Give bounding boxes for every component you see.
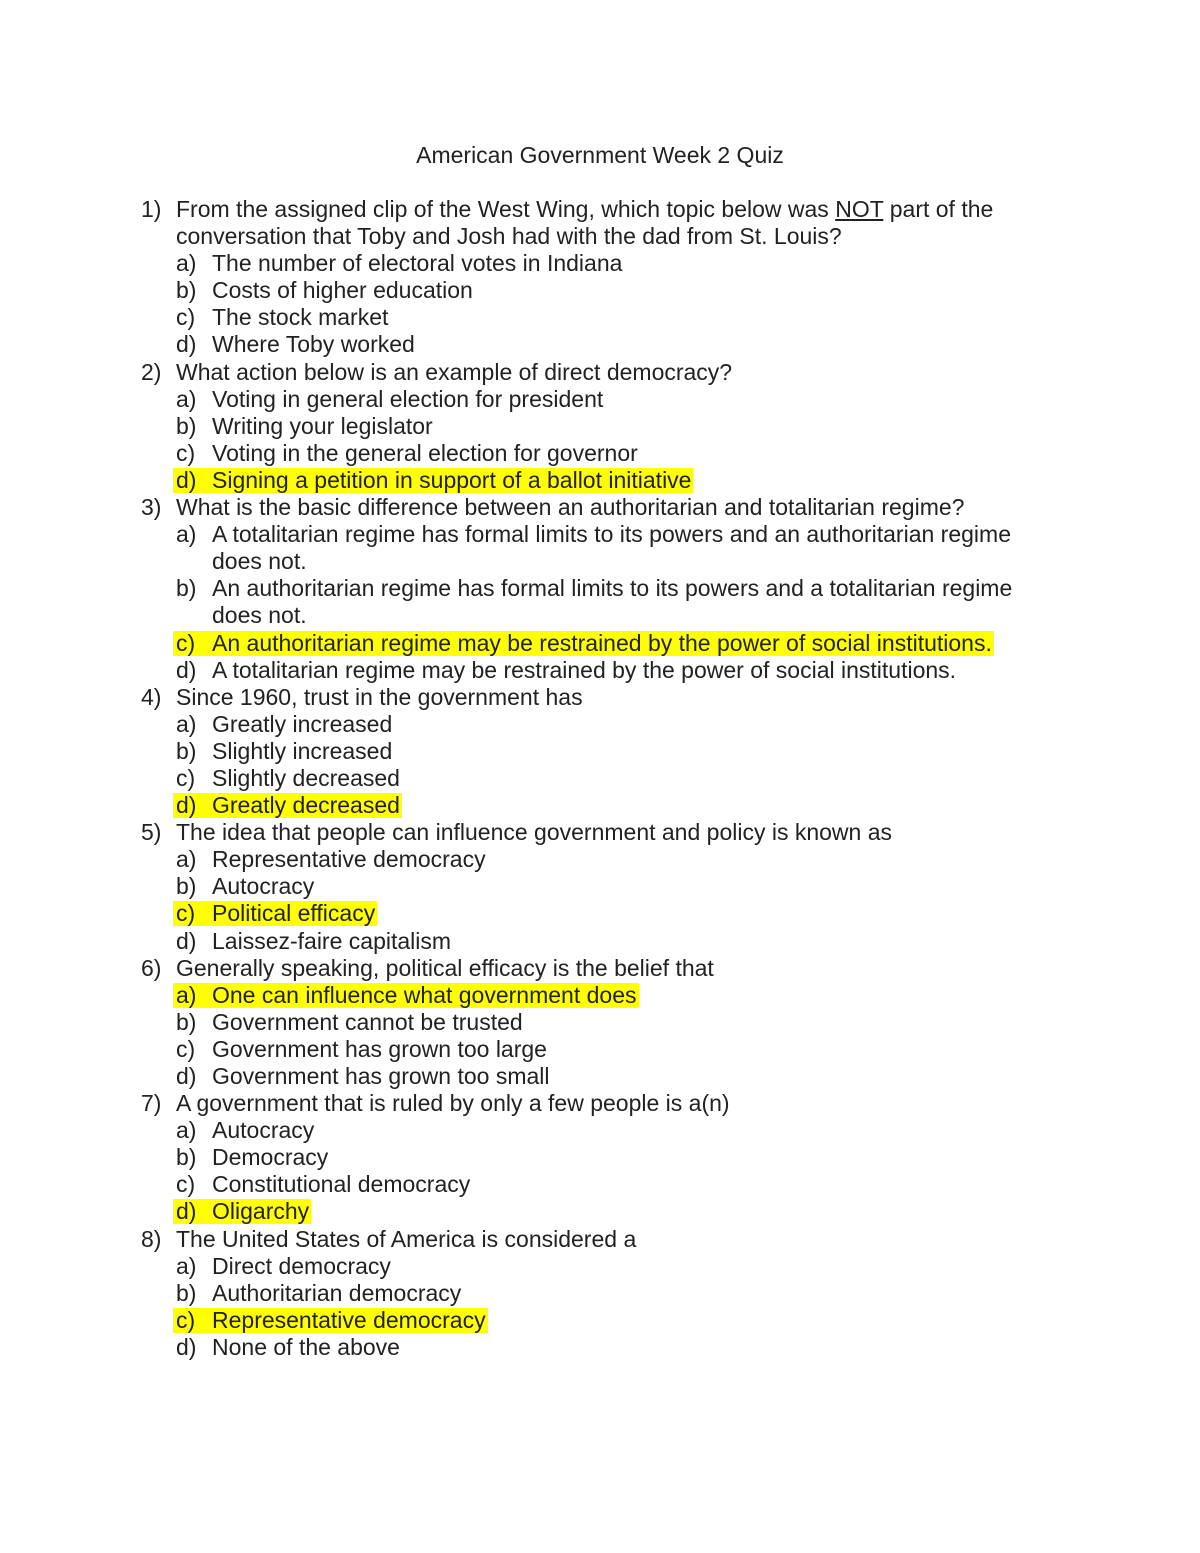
question-number: 7) [141, 1090, 162, 1117]
option-6a: a) One can influence what government does [0, 982, 1200, 1009]
question-text: From the assigned clip of the West Wing, which topic below was NOT part of the [176, 196, 994, 222]
option-7b: b) Democracy [176, 1144, 329, 1171]
question-6 [0, 955, 1200, 982]
question-text: The United States of America is considered a [176, 1225, 637, 1252]
question-text: The idea that people can influence government and policy is known as [176, 819, 893, 846]
option-7a: a) Autocracy [176, 1117, 315, 1144]
question-2 [0, 359, 1200, 386]
option-8a: a) Direct democracy [176, 1252, 391, 1279]
question-text: Since 1960, trust in the government has [176, 683, 583, 710]
question-8 [0, 1226, 1200, 1253]
option-8b: b) Authoritarian democracy [176, 1279, 462, 1306]
option-2c: c) Voting in the general election for governor [176, 439, 638, 466]
option-1d: d) Where Toby worked [176, 331, 415, 358]
question-5 [0, 819, 1200, 846]
option-7d: d) Oligarchy [0, 1198, 1200, 1225]
question-text: A government that is ruled by only a few people is a(n) [176, 1090, 730, 1117]
option-3a-continued: does not. [212, 548, 307, 575]
option-4b: b) Slightly increased [176, 737, 393, 764]
option-7c: c) Constitutional democracy [176, 1171, 471, 1198]
option-5a: a) Representative democracy [176, 846, 486, 873]
question-7 [0, 1090, 1200, 1117]
question-text: Generally speaking, political efficacy is the belief that [176, 954, 714, 981]
question-1 [0, 196, 1200, 223]
page-title: American Government Week 2 Quiz [416, 142, 784, 168]
option-3d: d) A totalitarian regime may be restrained by the power of social institutions. [176, 656, 957, 683]
option-2d: d) Signing a petition in support of a ballot initiative [0, 467, 1200, 494]
quiz-list [0, 196, 1200, 1361]
option-3b-continued: does not. [212, 602, 307, 629]
option-4d: d) Greatly decreased [0, 792, 1200, 819]
option-2b: b) Writing your legislator [176, 412, 433, 439]
option-2a: a) Voting in general election for president [176, 385, 604, 412]
question-text: What action below is an example of direct democracy? [176, 358, 733, 385]
option-1c: c) The stock market [176, 304, 389, 331]
option-6c: c) Government has grown too large [176, 1035, 547, 1062]
option-1b: b) Costs of higher education [176, 277, 473, 304]
option-8c: c) Representative democracy [0, 1307, 1200, 1334]
underlined-word: NOT [835, 196, 884, 222]
question-3 [0, 494, 1200, 521]
option-4a: a) Greatly increased [176, 710, 393, 737]
option-8d: d) None of the above [176, 1333, 400, 1360]
question-text-continued: conversation that Toby and Josh had with the dad from St. Louis? [176, 223, 842, 250]
question-number: 1) [141, 196, 162, 222]
option-5d: d) Laissez-faire capitalism [176, 927, 452, 954]
option-5c: c) Political efficacy [0, 900, 1200, 927]
question-number: 4) [141, 683, 162, 710]
option-6d: d) Government has grown too small [176, 1063, 550, 1089]
option-4c: c) Slightly decreased [176, 764, 400, 791]
question-number: 5) [141, 819, 162, 846]
option-3a: a) A totalitarian regime has formal limits to its powers and an authoritarian regime [176, 521, 1011, 548]
option-3b: b) An authoritarian regime has formal limits to its powers and a totalitarian regime [176, 575, 1013, 602]
option-5b: b) Autocracy [176, 873, 315, 900]
question-4 [0, 684, 1200, 711]
question-number: 2) [141, 358, 162, 385]
question-text: What is the basic difference between an authoritarian and totalitarian regime? [176, 494, 965, 521]
question-number: 3) [141, 494, 162, 521]
option-6b: b) Government cannot be trusted [176, 1008, 523, 1035]
question-number: 6) [141, 954, 162, 981]
option-1a: a) The number of electoral votes in Indiana [176, 250, 623, 277]
option-3c: c) An authoritarian regime may be restrained by the power of social institutions. [0, 630, 1200, 657]
question-number: 8) [141, 1225, 162, 1252]
